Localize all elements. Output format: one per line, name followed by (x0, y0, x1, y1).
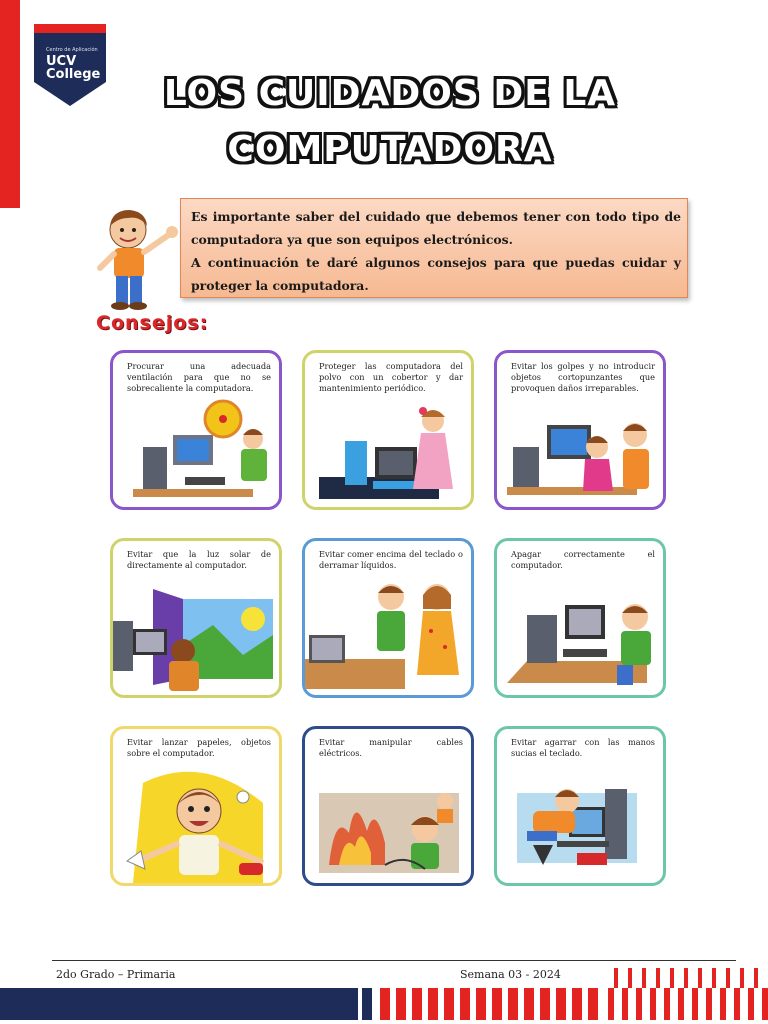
section-title-consejos: Consejos: (96, 312, 209, 334)
tip-card-2 (302, 350, 474, 510)
intro-paragraph-1: Es importante saber del cuidado que debemos tener con todo tipo de computadora ya que son equipos electrónicos. (191, 209, 681, 247)
tip-text: Procurar una adecuada ventilación para que no se sobrecaliente la computadora. (127, 361, 271, 393)
logo-line2: UCV (46, 54, 77, 69)
logo-line3: College (46, 67, 101, 82)
boy-throwing-objects-illustration (113, 763, 279, 883)
tip-text: Evitar comer encima del teclado o derramar líquidos. (319, 549, 463, 570)
ucv-college-logo (34, 24, 106, 106)
tip-card-4 (110, 538, 282, 698)
tip-text: Evitar agarrar con las manos sucias el teclado. (511, 737, 655, 758)
girl-covering-computer-illustration (305, 397, 471, 507)
tip-card-8 (302, 726, 474, 886)
tip-card-3 (494, 350, 666, 510)
footer-stripes-top (604, 968, 768, 988)
tip-card-9 (494, 726, 666, 886)
tip-card-7 (110, 726, 282, 886)
tip-text: Evitar los golpes y no introducir objetos cortopunzantes que provoquen daños irreparables. (511, 361, 655, 393)
left-red-bar (0, 0, 20, 208)
tip-text: Proteger las computadora del polvo con un cobertor y dar mantenimiento periódico. (319, 361, 463, 393)
tip-card-1 (110, 350, 282, 510)
title-line-1: LOS CUIDADOS DE LA (163, 73, 617, 114)
sunlight-window-illustration (113, 585, 279, 695)
boy-shutting-down-illustration (497, 575, 663, 695)
boy-dirty-hands-illustration (497, 753, 663, 883)
kids-eating-illustration (305, 575, 471, 695)
tip-text: Evitar manipular cables eléctricos. (319, 737, 463, 758)
fan-computer-illustration (113, 397, 279, 507)
logo-line1: Centro de Aplicación (46, 47, 98, 53)
footer-grade: 2do Grado – Primaria (56, 968, 176, 981)
footer-week: Semana 03 - 2024 (460, 968, 561, 981)
tip-card-5 (302, 538, 474, 698)
kids-at-computer-illustration (497, 397, 663, 507)
footer-divider (52, 960, 736, 961)
title-line-2: COMPUTADORA (227, 129, 553, 170)
intro-box (180, 198, 688, 298)
electrical-fire-illustration (305, 753, 471, 883)
footer-stripes (362, 988, 768, 1020)
footer-navy-bar (0, 988, 358, 1020)
waving-boy-illustration (92, 204, 180, 312)
tip-text: Apagar correctamente el computador. (511, 549, 655, 570)
tip-text: Evitar lanzar papeles, objetos sobre el computador. (127, 737, 271, 758)
intro-paragraph-2: A continuación te daré algunos consejos para que puedas cuidar y proteger la computadora. (191, 255, 681, 293)
tip-card-6 (494, 538, 666, 698)
tip-text: Evitar que la luz solar de directamente al computador. (127, 549, 271, 570)
page-title (150, 66, 630, 178)
